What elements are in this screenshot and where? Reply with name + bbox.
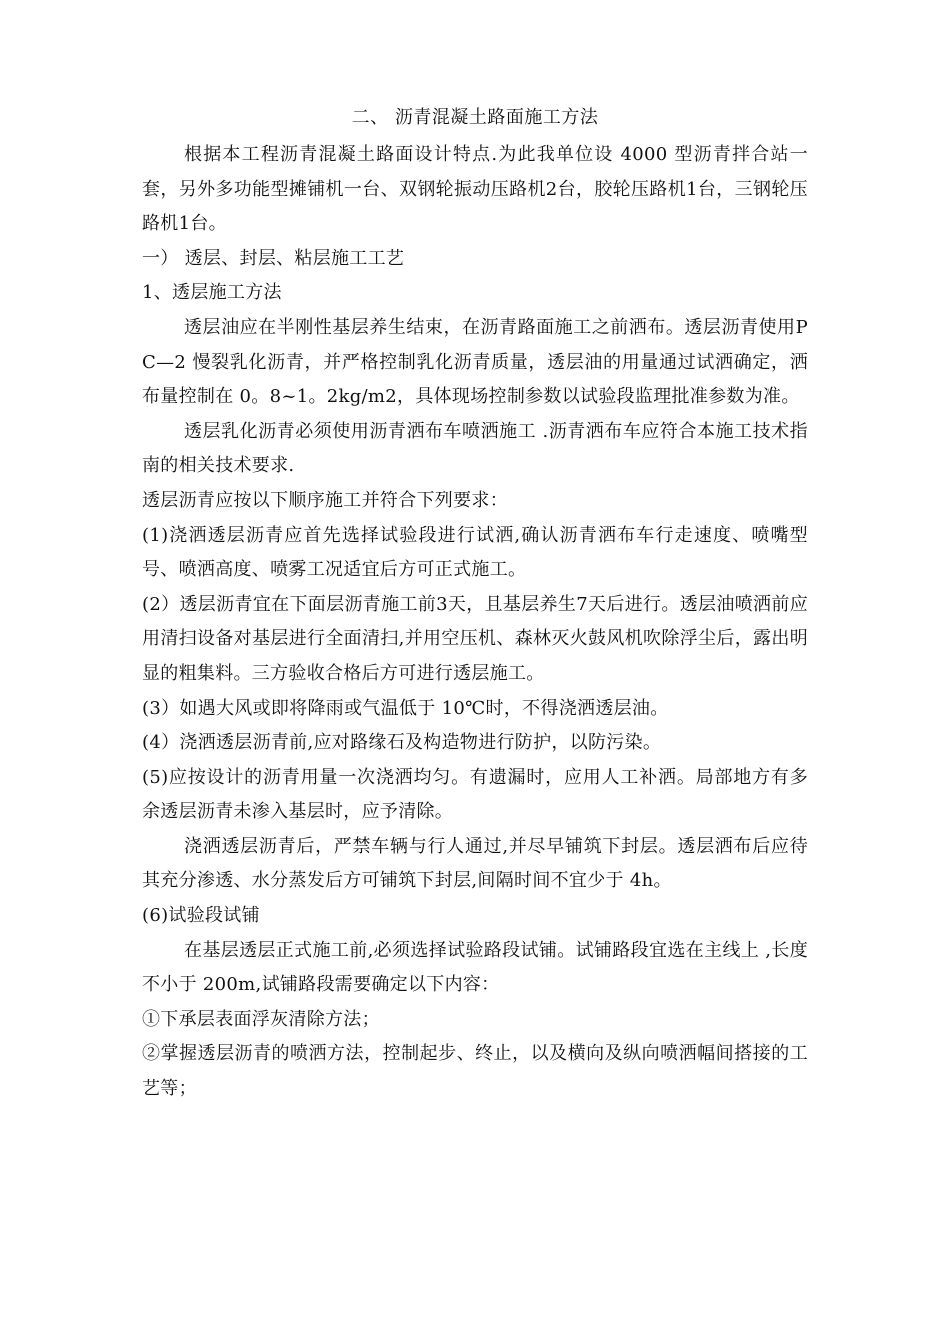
list-item: ②掌握透层沥青的喷洒方法，控制起步、终止，以及横向及纵向喷洒幅间搭接的工艺等； <box>142 1043 808 1100</box>
list-item: (4）浇洒透层沥青前,应对路缘石及构造物进行防护，以防污染。 <box>142 732 662 754</box>
subsection-heading: 1、透层施工方法 <box>142 282 282 304</box>
list-item: (2）透层沥青宜在下面层沥青施工前3天，且基层养生7天后进行。透层油喷洒前应用清扫设备对基层进行全面清扫,并用空压机、森林灭火鼓风机吹除浮尘后，露出明显的粗集料。三方验收合格后方可进行透层施工。 <box>142 593 808 684</box>
list-item: (6)试验段试铺 <box>142 905 260 927</box>
body-paragraph: 透层沥青应按以下顺序施工并符合下列要求： <box>142 489 508 511</box>
body-paragraph: 浇洒透层沥青后，严禁车辆与行人通过,并尽早铺筑下封层。透层洒布后应待其充分渗透、水分蒸发后方可铺筑下封层,间隔时间不宜少于 4h。 <box>142 835 808 892</box>
body-paragraph: 透层油应在半刚性基层养生结束，在沥青路面施工之前洒布。透层沥青使用PC—2 慢裂乳化沥青，并严格控制乳化沥青质量，透层油的用量通过试洒确定，洒布量控制在 0。8~1。2kg/m2，具体现场控制参数以试验段监理批准参数为准。 <box>142 316 808 408</box>
list-item: (1)浇洒透层沥青应首先选择试验段进行试洒,确认沥青洒布车行走速度、喷嘴型号、喷洒高度、喷雾工况适宜后方可正式施工。 <box>142 524 808 581</box>
body-paragraph: 在基层透层正式施工前,必须选择试验路段试铺。试铺路段宜选在主线上 ,长度不小于 200m,试铺路段需要确定以下内容： <box>142 939 808 996</box>
list-item: (3）如遇大风或即将降雨或气温低于 10℃时，不得浇洒透层油。 <box>142 697 669 719</box>
body-paragraph: 透层乳化沥青必须使用沥青洒布车喷洒施工 .沥青洒布车应符合本施工技术指南的相关技术要求. <box>142 420 808 477</box>
list-item: ①下承层表面浮灰清除方法； <box>142 1008 380 1030</box>
section-title: 二、 沥青混凝土路面施工方法 <box>351 107 599 128</box>
section-heading: 一） 透层、封层、粘层施工工艺 <box>142 247 405 269</box>
intro-paragraph: 根据本工程沥青混凝土路面设计特点.为此我单位设 4000 型沥青拌合站一套，另外多功能型摊铺机一台、双钢轮振动压路机2台，胶轮压路机1台，三钢轮压路机1台。 <box>142 144 808 235</box>
list-item: (5)应按设计的沥青用量一次浇洒均匀。有遗漏时，应用人工补洒。局部地方有多余透层沥青未渗入基层时，应予清除。 <box>142 766 808 823</box>
document-body <box>142 102 808 1107</box>
